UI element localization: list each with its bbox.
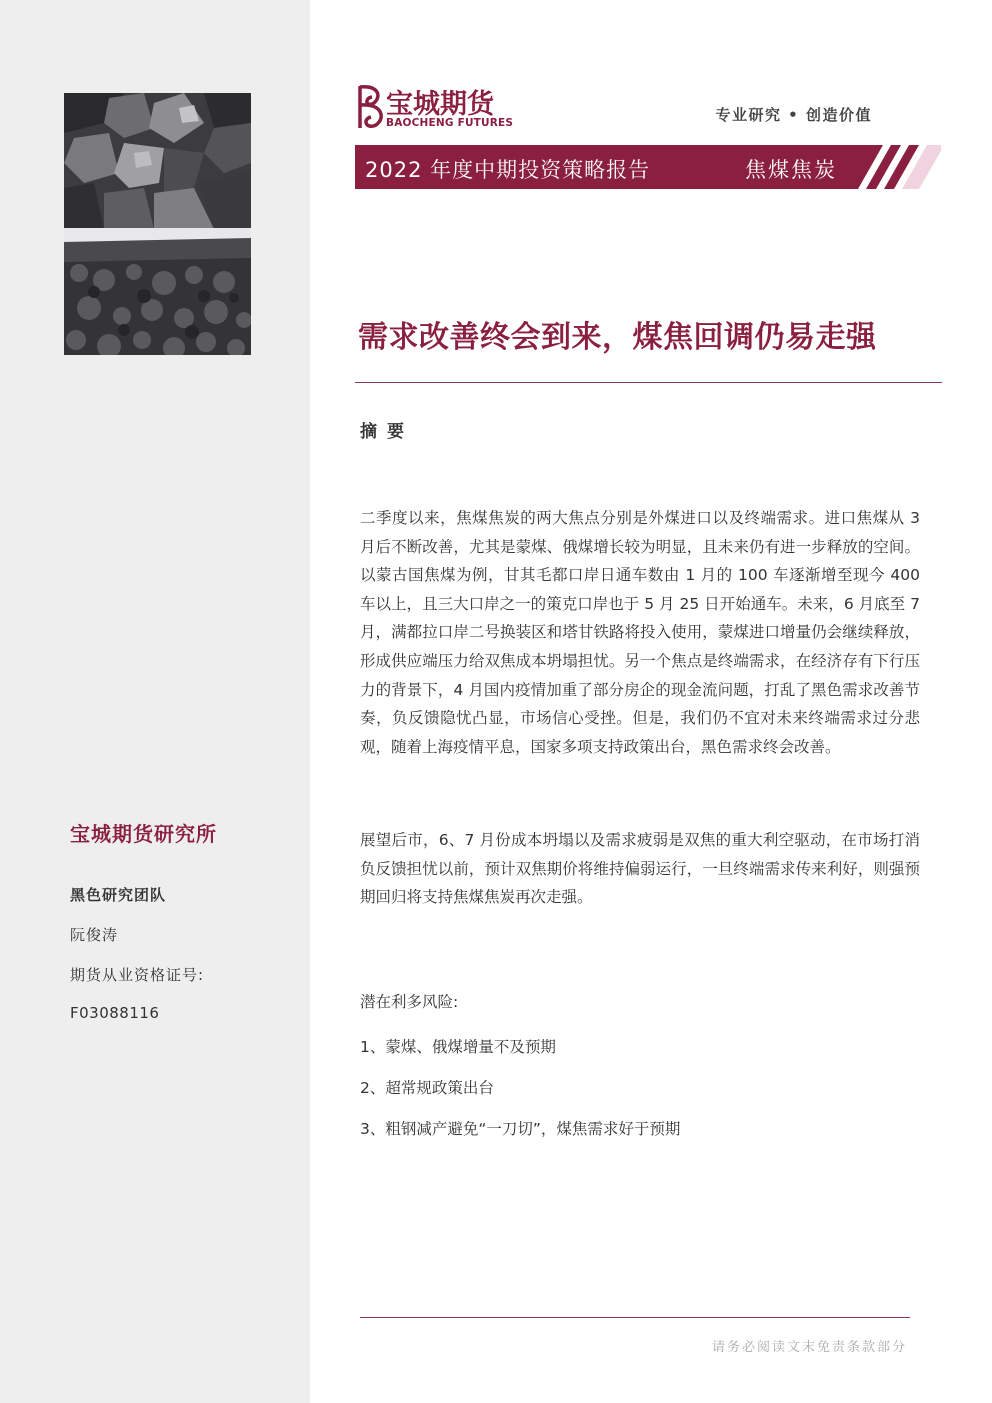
report-headline: 需求改善终会到来，煤焦回调仍易走强: [358, 320, 877, 355]
headline-divider: [355, 382, 942, 383]
risk-item: 3、粗钢减产避免“一刀切”，煤焦需求好于预期: [360, 1120, 681, 1138]
summary-paragraph: 二季度以来，焦煤焦炭的两大焦点分别是外煤进口以及终端需求。进口焦煤从 3 月后不断改善，尤其是蒙煤、俄煤增长较为明显，且未来仍有进一步释放的空间。以蒙古国焦煤为例，甘其毛都口岸日通车数由 1 月的 100 车逐渐增至现今 400 车以上，且三大口岸之一的策克口岸也于 5 月 25 日开始通车。未来，6 月底至 7 月，满都拉口岸二号换装区和塔甘铁路将投入使用，蒙煤进口增量仍会继续释放，形成供应端压力给双焦成本坍塌担忧。另一个焦点是终端需求，在经济存有下行压力的背景下，4 月国内疫情加重了部分房企的现金流问题，打乱了黑色需求改善节奏，负反馈隐忧凸显，市场信心受挫。但是，我们仍不宜对未来终端需求过分悲观，随着上海疫情平息，国家多项支持政策出台，黑色需求终会改善。: [360, 509, 920, 756]
footer-divider: [360, 1317, 910, 1318]
research-team: 黑色研究团队: [70, 886, 167, 904]
summary-heading: 摘要: [360, 422, 414, 442]
license-number: F03088116: [70, 1004, 160, 1022]
risk-item: 2、超常规政策出台: [360, 1079, 494, 1097]
analyst-name: 阮俊涛: [70, 926, 119, 944]
risk-list: [360, 1033, 680, 1156]
risk-heading: 潜在利多风险:: [360, 993, 459, 1011]
logo-english-name: BAOCHENG FUTURES: [386, 117, 514, 129]
footer-disclaimer: 请务必阅读文末免责条款部分: [711, 1340, 907, 1355]
coke-photo: [64, 228, 251, 355]
report-banner: [355, 145, 941, 189]
sidebar: [0, 0, 310, 1403]
company-slogan: 专业研究 • 创造价值: [715, 106, 872, 124]
report-title: 2022 年度中期投资策略报告: [365, 158, 651, 182]
outlook-paragraph: 展望后市，6、7 月份成本坍塌以及需求疲弱是双焦的重大利空驱动，在市场打消负反馈担忧以前，预计双焦期价将维持偏弱运行，一旦终端需求传来利好，则强预期回归将支持焦煤焦炭再次走强。: [360, 831, 920, 907]
risk-item: 1、蒙煤、俄煤增量不及预期: [360, 1038, 556, 1056]
report-category: 焦煤焦炭: [745, 158, 837, 182]
research-institute-name: 宝城期货研究所: [70, 822, 217, 846]
coal-photo: [64, 93, 251, 229]
logo-chinese-name: 宝城期货: [386, 89, 494, 120]
baocheng-logo-icon: [356, 84, 386, 132]
license-label: 期货从业资格证号:: [70, 966, 205, 984]
